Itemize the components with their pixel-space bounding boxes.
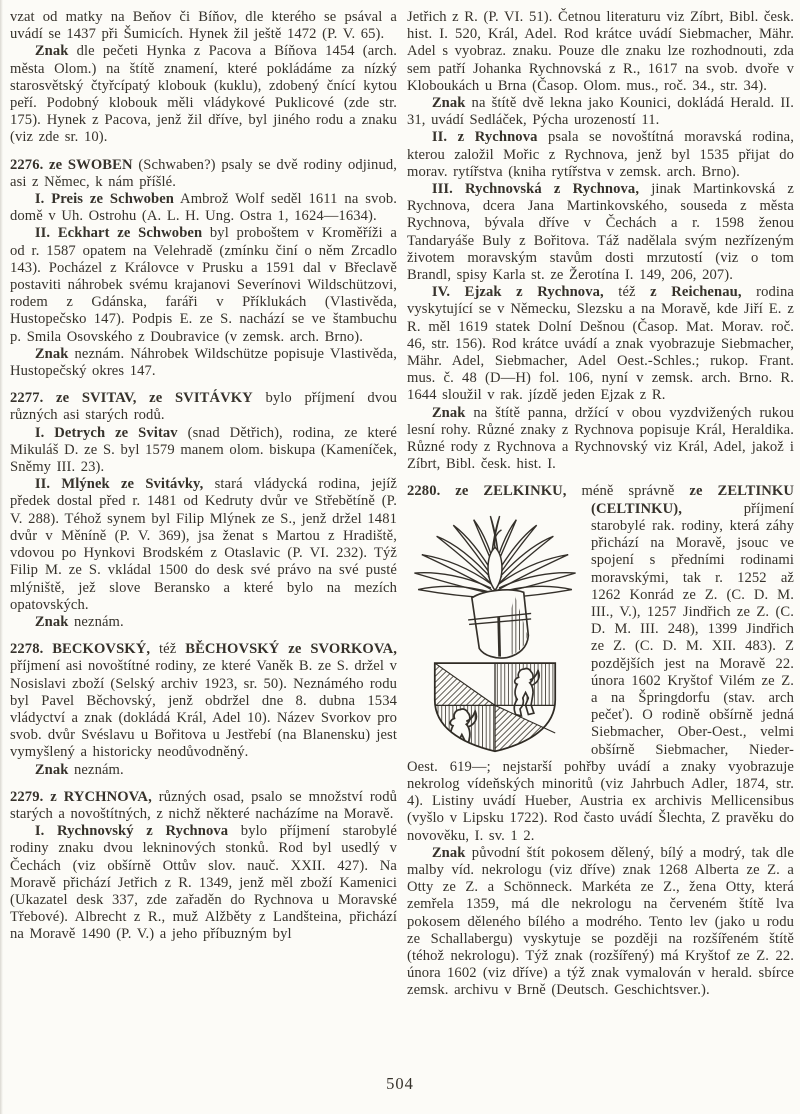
bold-text-run: ze ZELTINKU [689, 483, 794, 500]
text-run: příjmení asi novoštítné rodiny, ze které Vaněk B. ze S. držel v Nosislavi zboží (Selský archiv 1923, sr. 50). Neznámého rodu byl Pavel Běchovský, jenž obdržel dne 8. dubna 1534 vládyctví a znak (dokládá Král, Adel 10). Název Svorkov pro svob. dvůr Svéslavu u Bořitova u Jestřebí (na Blanensku) jest vymyšlený a historicky neodůvodněný. [10, 658, 397, 761]
right-column [407, 9, 794, 1000]
text-run: méně správně [566, 483, 690, 500]
para-2279-znak [407, 95, 794, 129]
text-run: neznám. [68, 613, 124, 630]
para-2279-iv [407, 284, 794, 404]
bold-text-run: 2280. ze ZELKINKU, [407, 483, 567, 500]
bold-text-run: III. Rychnovská z Rychnova, [431, 181, 640, 198]
para-2277-ii [10, 476, 397, 614]
bold-text-run: II. Eckhart ze Schwoben [34, 225, 203, 242]
para-2279-ii [407, 129, 794, 181]
bold-text-run: 2279. z RYCHNOVA, [10, 788, 152, 805]
bold-text-run: Znak [34, 613, 69, 630]
bold-text-run: 2278. BECKOVSKÝ, [10, 641, 151, 658]
bold-text-run: IV. Ejzak z Rychnova, [431, 284, 604, 301]
text-run: neznám. Náhrobek Wildschütze popisuje Vlastivěda, Hustopečský okres 147. [10, 345, 397, 380]
entry-2278 [10, 641, 397, 761]
bold-text-run: I. Preis ze Schwoben [34, 191, 174, 208]
text-columns [10, 9, 794, 1000]
text-run: (snad Dětřich), rodina, ze které Mikuláš D. ze S. byl 1579 manem olom. biskupa (Kameníček, Sněmy III. 23). [10, 424, 397, 476]
para-2280-znak [407, 845, 794, 1000]
entry-2276 [10, 157, 397, 191]
text-run: vzat od matky na Beňov či Bíňov, dle kterého se psával a uvádí se 1437 při Šumicích. Hynek žil ještě 1472 (P. V. 65). [10, 9, 397, 43]
para-2279-iii [407, 181, 794, 284]
bold-text-run: Znak [431, 404, 466, 421]
para-2279-i [10, 823, 397, 943]
text-run: původní štít pokosem dělený, bílý a modrý, tak dle malby víd. nekrologu (viz dříve) znak 1268 Alberta ze Z. a Otty ze Z. a Schönneck. Markéta ze Z., žena Otty, která zemřela 1359, má dle nekrologu na červeném štítě lva pokosem děleného bílého a modrého. Tento lev (jako u rodu ze Schallabergu) vyskytuje se později na rozšířeném štítě (téhož nekrologu). Týž znak (rozšířený) má Kryštof ze Z. 22. února 1602 (viz dříve) a týž znak vymalován v herald. sbírce zemsk. archivu v Brně (Deutsch. Geschichtsver.). [407, 844, 794, 999]
entry-2280 [407, 483, 794, 844]
para-2276-znak [10, 346, 397, 380]
entry-2277 [10, 390, 397, 424]
bold-text-run: I. Detrych ze Svitav [34, 424, 178, 441]
coat-of-arms-engraving [407, 505, 583, 755]
text-run: bylo příjmení dvou různých asi starých rodů. [10, 390, 397, 424]
text-run: neznám. [68, 761, 124, 778]
coat-of-arms-figure [407, 505, 583, 755]
para-2276-ii [10, 225, 397, 345]
bold-text-run: II. z Rychnova [431, 129, 538, 146]
bold-text-run: 2277. ze SVITAV, ze SVITÁVKY [10, 390, 253, 407]
text-run: na štítě dvě lekna jako Kounici, dokládá Herald. II. 31, uvádí Sedláček, Pýcha urozeností 11. [407, 95, 794, 129]
bold-text-run: II. Mlýnek ze Svitávky, [34, 476, 204, 493]
text-run: (Schwaben?) psaly se dvě rodiny odjinud, asi z Němec, k nám příšlé. [10, 156, 397, 190]
para-2277-i [10, 425, 397, 477]
para-2278-znak [10, 762, 397, 779]
entry-2279 [10, 789, 397, 823]
text-run: Ambrož Wolf seděl 1611 na svob. domě v Uh. Ostrohu (A. L. H. Ung. Ostra 1, 1624—1634). [10, 191, 397, 225]
bold-text-run: Znak [431, 844, 466, 861]
text-run: dle pečeti Hynka z Pacova a Bíňova 1454 (arch. města Olom.) na štítě znamení, které pokládáme za nízký starosvětský čtyřcípatý klobouk (kuklu), zdobený čnící kytou peří. Podobný klobouk měli vládykové Puklicové (zde str. 175). Hynek z Pacova, jenž žil dříve, byl jiného rodu a znaku (viz zde sr. 10). [10, 43, 397, 146]
bold-text-run: Znak [34, 345, 69, 362]
bold-text-run: (CELTINKU), [591, 500, 682, 517]
bold-text-run: Znak [34, 43, 69, 60]
para-2277-znak [10, 614, 397, 631]
bold-text-run: 2276. ze SWOBEN [10, 156, 133, 173]
bold-text-run: z Reichenau, [650, 284, 742, 301]
para-continuation-rychnov [407, 9, 794, 95]
para-2279-znak-2 [407, 405, 794, 474]
left-column [10, 9, 397, 1000]
plume [488, 530, 502, 591]
text-run: bylo příjmení starobylé rodiny znaku dvou lekninových stonků. Rod byl usedlý v Čechách (viz obšírně Ottův slov. nauč. XXII. 427). Na Moravě přichází Jetřich z R. 1349, jenž měl zboží Kamenici (Ukazatel desk 337, zde zařaděn do Rychnova u Moravské Třebové). Albrecht z R., muž Alžběty z Landšteina, přichází na Moravě 1490 (P. V.) a jeho příbuzným byl [10, 823, 397, 943]
scan-edge-shadow [0, 0, 3, 1114]
text-run: stará vládycká rodina, jejíž předek dostal před r. 1481 od Kedruty dvůr ve Střebětíně (P. V. 288). Téhož synem byl Filip Mlýnek ze S., jenž držel 1481 dvůr v Měníně (P. V. 369), jsa ženat s Martou z Hradiště, vdovou po Hynkovi Brodském z Otaslavic (P. VI. 232). Týž Filip M. ze S. vkládal 1500 do desk své právo na své pusté mlýniště, jež slove Beransko a které bylo na mezích opatovských. [10, 476, 397, 613]
text-run: psala se novoštítná moravská rodina, kterou založil Mořic z Rychnova, jenž byl 1535 přijat do morav. rytířstva (kniha rytířstva v zemsk. arch. Brno). [407, 129, 794, 180]
para-continuation-pacov [10, 9, 397, 43]
shield [435, 663, 555, 755]
text-run: též [603, 284, 651, 301]
bold-text-run: Znak [431, 95, 466, 112]
text-run: Jetřich z R. (P. VI. 51). Četnou literaturu viz Zíbrt, Bibl. česk. hist. I. 520, Král, Adel. Rod krátce uvádí Siebmacher, Mähr. Adel s vyobraz. znaku. Pouze dle znaku lze rozhodnouti, zda sem patří Johanka Rychnovská z R., 1617 na svob. dvoře v Kloboukách u Brna (Časop. Olom. mus., roč. 34., str. 34). [407, 9, 794, 94]
bold-text-run: BĚCHOVSKÝ ze SVORKOVA, [185, 641, 398, 658]
page-number: 504 [386, 1074, 414, 1093]
text-run: na štítě panna, držící v obou vyzdvižených rukou lesní rohy. Různé znaky z Rychnova popisuje Král, Heraldika. Různé rody z Rychnova a Rychnovský viz Král, Adel, jakož i Zíbrt, Bibl. česk. hist. I. [407, 404, 794, 473]
para-znak-pacov [10, 43, 397, 146]
para-2276-i [10, 191, 397, 225]
text-run: byl proboštem v Kroměříži a od r. 1587 opatem na Velehradě (zmínku činí o něm Zrcadlo 143). Pocházel z Královce v Prusku a 1591 dal v Břeclavě postaviti náhrobek svému krajanovi Severínovi Wildschützovi, rodem z Gdánska, faráři v Příklukách (Vlastivěda, Hustopečsko 147). Podpis E. ze S. nachází se ve štambuchu p. Smila Osovského z Doubravice (v zemsk. arch. Brno). [10, 225, 397, 345]
helmet [468, 590, 531, 658]
bold-text-run: Znak [34, 761, 69, 778]
text-run: příjmení starobylé rak. rodiny, která záhy přichází na Moravě, jsouc ve spojení s předními rodinami moravskými, tak r. 1252 až 1262 Konrád ze Z. (C. D. M. III., V.), 1257 Jindřich ze Z. (C. D. M. III. 248), 1399 Jindřich ze Z. (C. D. M. XII. 483). Z pozdějších jest na Moravě 22. února 1602 Kryštof Vilém ze Z. a na Špringdorfu (stav. arch pečeť). O rodině obšírně jedná Siebmacher, Ober-Oest., velmi obšírně Siebmacher, Nieder-Oest. 619—; nejstarší pohřby uvádí a znaky vyobrazuje nekrolog vídeňských minoritů (viz Jahrbuch Adler, 1874, str. 4). Listiny uvádí Hueber, Austria ex archivis Mellicensibus (vyšlo v Lipsku 1722). Rod často uvádí Šlechta, Z pravěku do novověku, I. sv. 1 2. [407, 500, 794, 844]
text-run: též [150, 641, 186, 658]
text-run: různých osad, psalo se množství rodů starých a novoštítných, z nichž některé nacházíme na Moravě. [10, 788, 397, 822]
bold-text-run: I. Rychnovský z Rychnova [34, 823, 229, 840]
text-run: jinak Martinkovská z Rychnova, dcera Jana Martinkovského, souseda z města Rychnova, bývala dříve v Čechách a r. 1598 ženou Tandaryáše Buly z Bořitova. Táž nadělala svým nezřízeným životem moravským stavům dosti mrzutostí (viz o tom Brandl, spisy Karla st. ze Žerotína I. 149, 206, 207). [407, 181, 795, 284]
text-run: rodina vyskytující se v Německu, Slezsku a na Moravě, kde Jiří E. z R. měl 1619 statek Dolní Dešnou (Časop. Mat. Morav. roč. 46, str. 156). Rod krátce uvádí a znak vyobrazuje Siebmacher, Mähr. Adel, Siebmacher, Adel Oest.-Schles.; rukop. Frant. mus. č. 48 (D—H) fol. 106, nyní v zemsk. arch. Brno. R. 1644 sloužil v rak. jízdě jeden Ejzak z R. [407, 284, 794, 404]
